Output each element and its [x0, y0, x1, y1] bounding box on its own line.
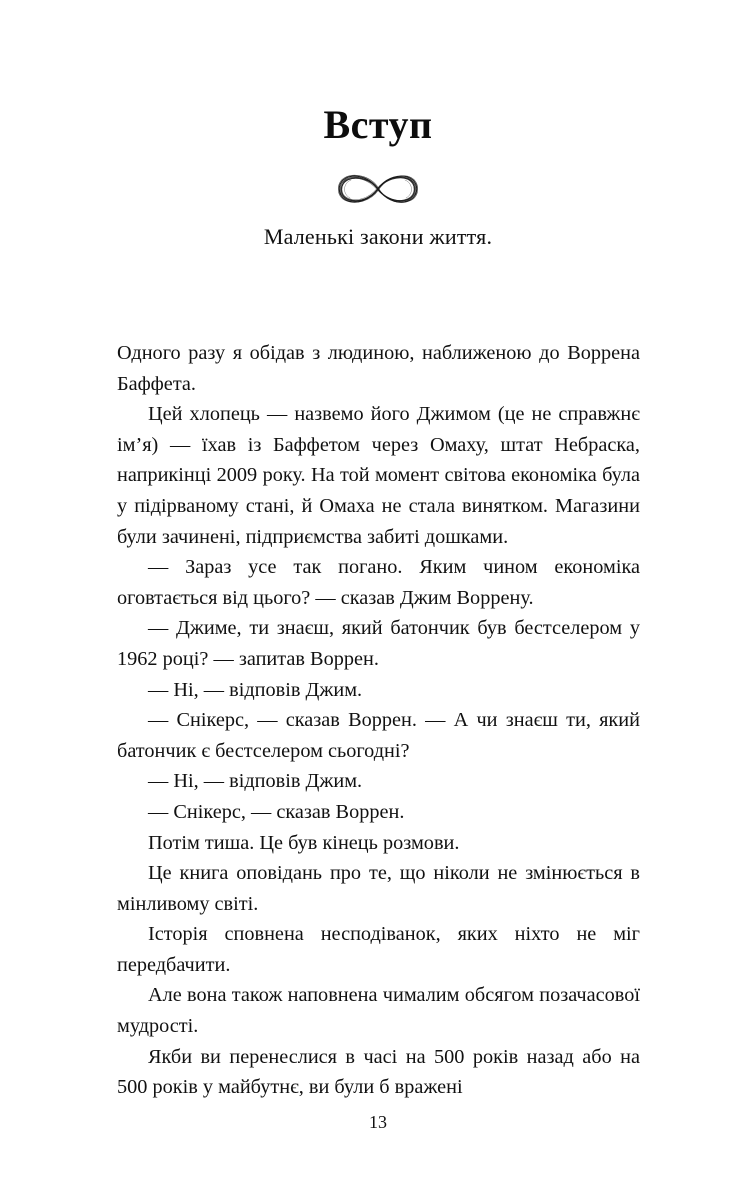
page-number: 13 — [369, 1112, 387, 1132]
paragraph: — Снікерс, — сказав Воррен. — [148, 800, 405, 823]
chapter-header — [0, 0, 756, 250]
paragraph: Це книга оповідань про те, що ніколи не змінюється в мінливому світі. — [117, 862, 640, 915]
body-text — [117, 338, 640, 1103]
infinity-ornament-icon — [332, 168, 424, 210]
paragraph: Цей хлопець — назвемо його Джимом (це не справжнє ім’я) — їхав із Баффетом через Омаху, штат Небраска, наприкінці 2009 року. На той момент світова економіка була у підірваному стані, й Омаха не стала винятком. Магазини були зачинені, підприємства забиті дошками. — [117, 403, 640, 548]
paragraph: — Ні, — відповів Джим. — [148, 770, 363, 793]
page-title: Вступ — [323, 102, 433, 147]
paragraph: Історія сповнена несподіванок, яких ніхто не міг передбачити. — [117, 923, 640, 976]
paragraph: Але вона також наповнена чималим обсягом позачасової мудрості. — [117, 984, 640, 1038]
paragraph: — Ні, — відповів Джим. — [148, 678, 363, 701]
paragraph: — Джиме, ти знаєш, який батончик був бестселером у 1962 році? — запитав Воррен. — [117, 617, 640, 670]
paragraph: Одного разу я обідав з людиною, наближеною до Воррена Баффета. — [117, 342, 640, 395]
paragraph: — Снікерс, — сказав Воррен. — А чи знаєш ти, який батончик є бестселером сьогодні? — [117, 709, 640, 762]
chapter-subtitle: Маленькі закони життя. — [263, 224, 493, 249]
paragraph: Якби ви перенеслися в часі на 500 років назад або на 500 років у майбутнє, ви були б вражені — [117, 1045, 640, 1099]
paragraph: Потім тиша. Це був кінець розмови. — [148, 831, 460, 854]
paragraph: — Зараз усе так погано. Яким чином економіка оговтається від цього? — сказав Джим Воррену. — [117, 556, 640, 609]
